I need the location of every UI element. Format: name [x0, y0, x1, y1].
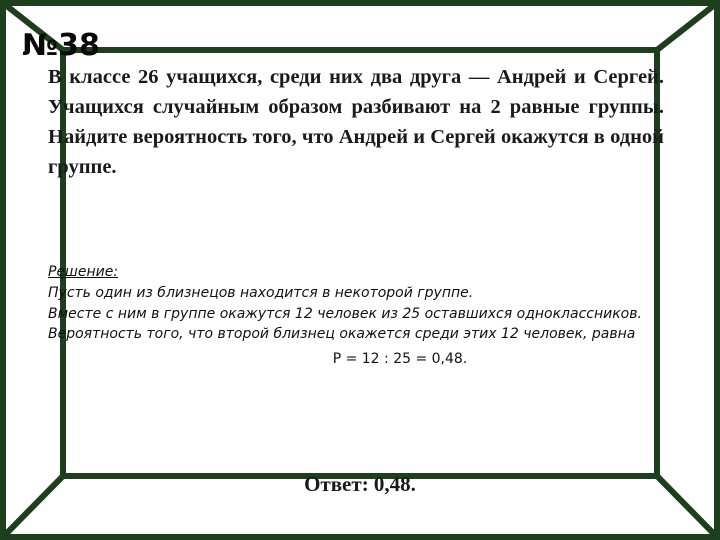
probability-formula: P = 12 : 25 = 0,48. [332, 351, 468, 368]
solution-line: Вместе с ним в группе окажутся 12 человек из 25 оставшихся одноклассников. [48, 305, 642, 322]
solution-line: Пусть один из близнецов находится в некоторой группе. [48, 284, 474, 301]
corner-line-top-right [657, 3, 717, 50]
problem-statement: В классе 26 учащихся, среди них два друга — Андрей и Сергей. Учащихся случайным образом разбивают на 2 равные группы. Найдите вероятность того, что Андрей и Сергей окажутся в одной группе. [48, 66, 664, 178]
solution-heading: Решение: [48, 264, 119, 280]
solution-block [48, 262, 662, 370]
answer-text: Ответ: 0,48. [304, 472, 416, 496]
problem-number: №38 [22, 28, 100, 63]
solution-line: Вероятность того, что второй близнец окажется среди этих 12 человек, равна [48, 326, 636, 343]
